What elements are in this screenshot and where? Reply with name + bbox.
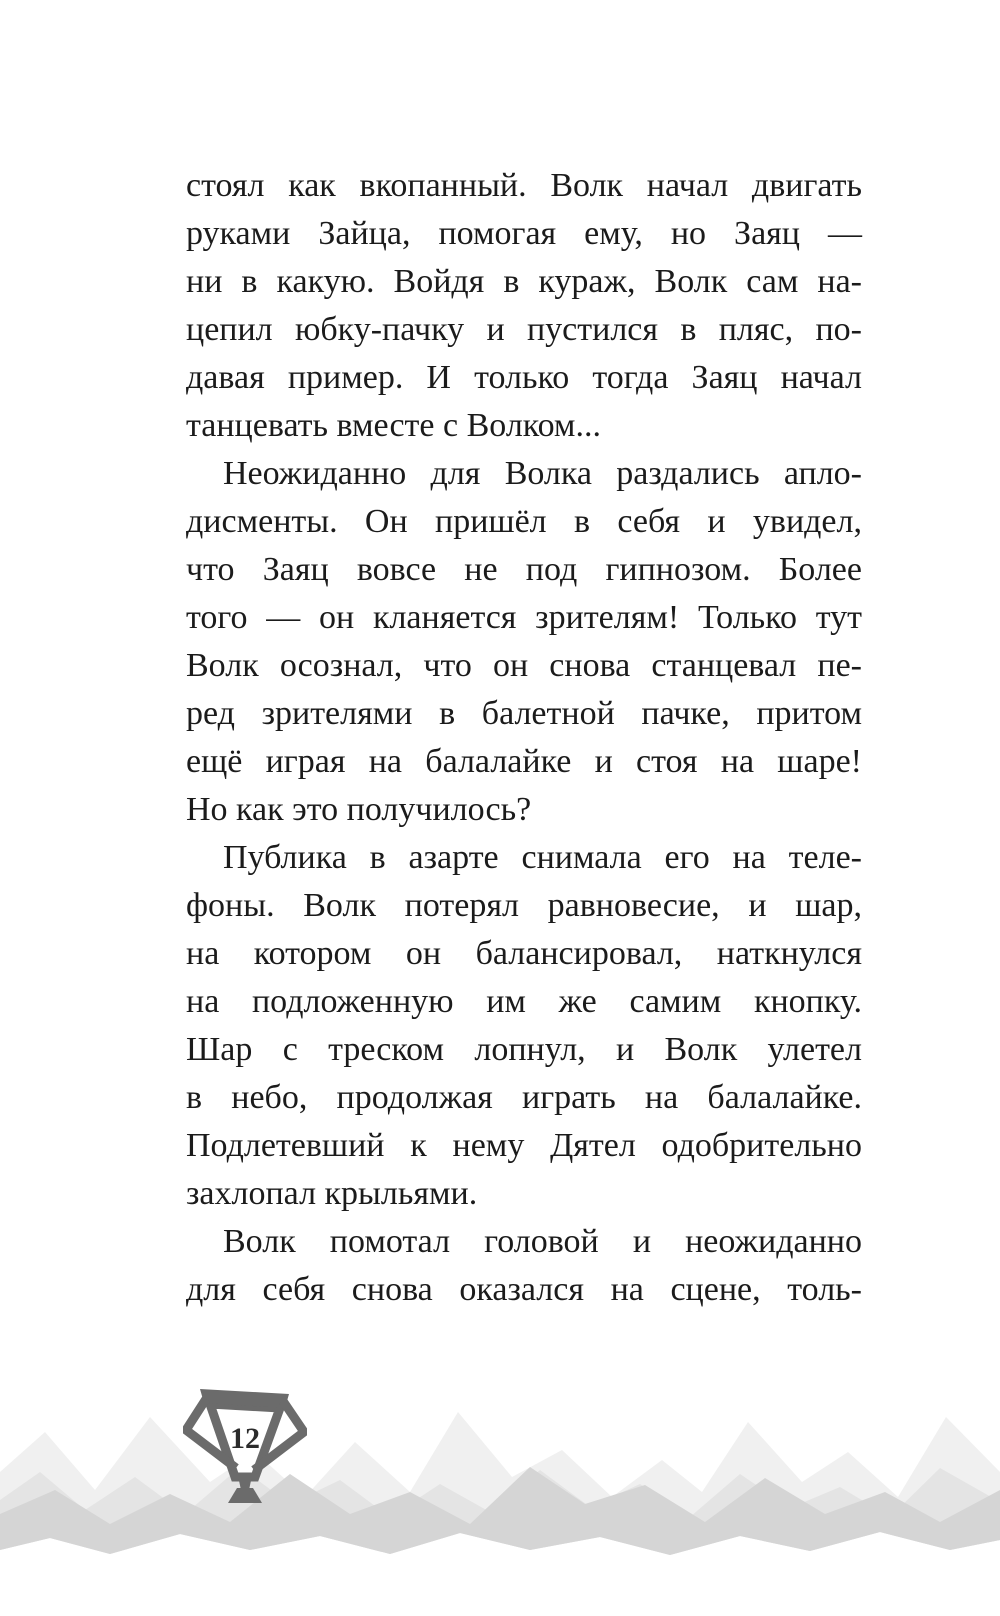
body-text — [186, 162, 862, 1314]
text-line: на котором он балансировал, наткнулся — [186, 935, 862, 972]
text-line: руками Зайца, помогая ему, но Заяц — — [186, 215, 862, 252]
text-line: Волк осознал, что он снова станцевал пе- — [186, 647, 862, 684]
text-line: цепил юбку-пачку и пустился в пляс, по- — [186, 311, 862, 348]
mountain-decoration — [0, 1372, 1000, 1616]
trophy-icon — [186, 1389, 304, 1503]
text-line: что Заяц вовсе не под гипнозом. Более — [186, 551, 862, 588]
page-number-badge — [183, 1386, 307, 1506]
paragraph — [186, 162, 862, 450]
text-line: Волк помотал головой и неожиданно — [223, 1223, 862, 1260]
text-line: танцевать вместе с Волком... — [186, 407, 601, 444]
paragraph — [186, 834, 862, 1218]
text-line: Шар с треском лопнул, и Волк улетел — [186, 1031, 862, 1068]
text-line: давая пример. И только тогда Заяц начал — [186, 359, 862, 396]
text-line: Подлетевший к нему Дятел одобрительно — [186, 1127, 862, 1164]
text-line: Но как это получилось? — [186, 791, 532, 828]
text-line: ни в какую. Войдя в кураж, Волк сам на- — [186, 263, 862, 300]
trophy-base — [228, 1488, 262, 1503]
text-line: того — он кланяется зрителям! Только тут — [186, 599, 862, 636]
text-line: в небо, продолжая играть на балалайке. — [186, 1079, 862, 1116]
text-line: захлопал крыльями. — [186, 1175, 478, 1212]
text-line: Публика в азарте снимала его на теле- — [223, 839, 862, 876]
text-line: ред зрителями в балетной пачке, притом — [186, 695, 862, 732]
trophy-stem — [238, 1476, 252, 1490]
text-line: на подложенную им же самим кнопку. — [186, 983, 862, 1020]
paragraph — [186, 1218, 862, 1314]
paragraph — [186, 450, 862, 834]
text-line: фоны. Волк потерял равновесие, и шар, — [186, 887, 862, 924]
text-line: дисменты. Он пришёл в себя и увидел, — [186, 503, 862, 540]
text-line: для себя снова оказался на сцене, толь- — [186, 1271, 862, 1308]
page-number: 12 — [230, 1422, 260, 1455]
text-line: стоял как вкопанный. Волк начал двигать — [186, 167, 862, 204]
text-line: ещё играя на балалайке и стоя на шаре! — [186, 743, 862, 780]
text-line: Неожиданно для Волка раздались апло- — [223, 455, 862, 492]
